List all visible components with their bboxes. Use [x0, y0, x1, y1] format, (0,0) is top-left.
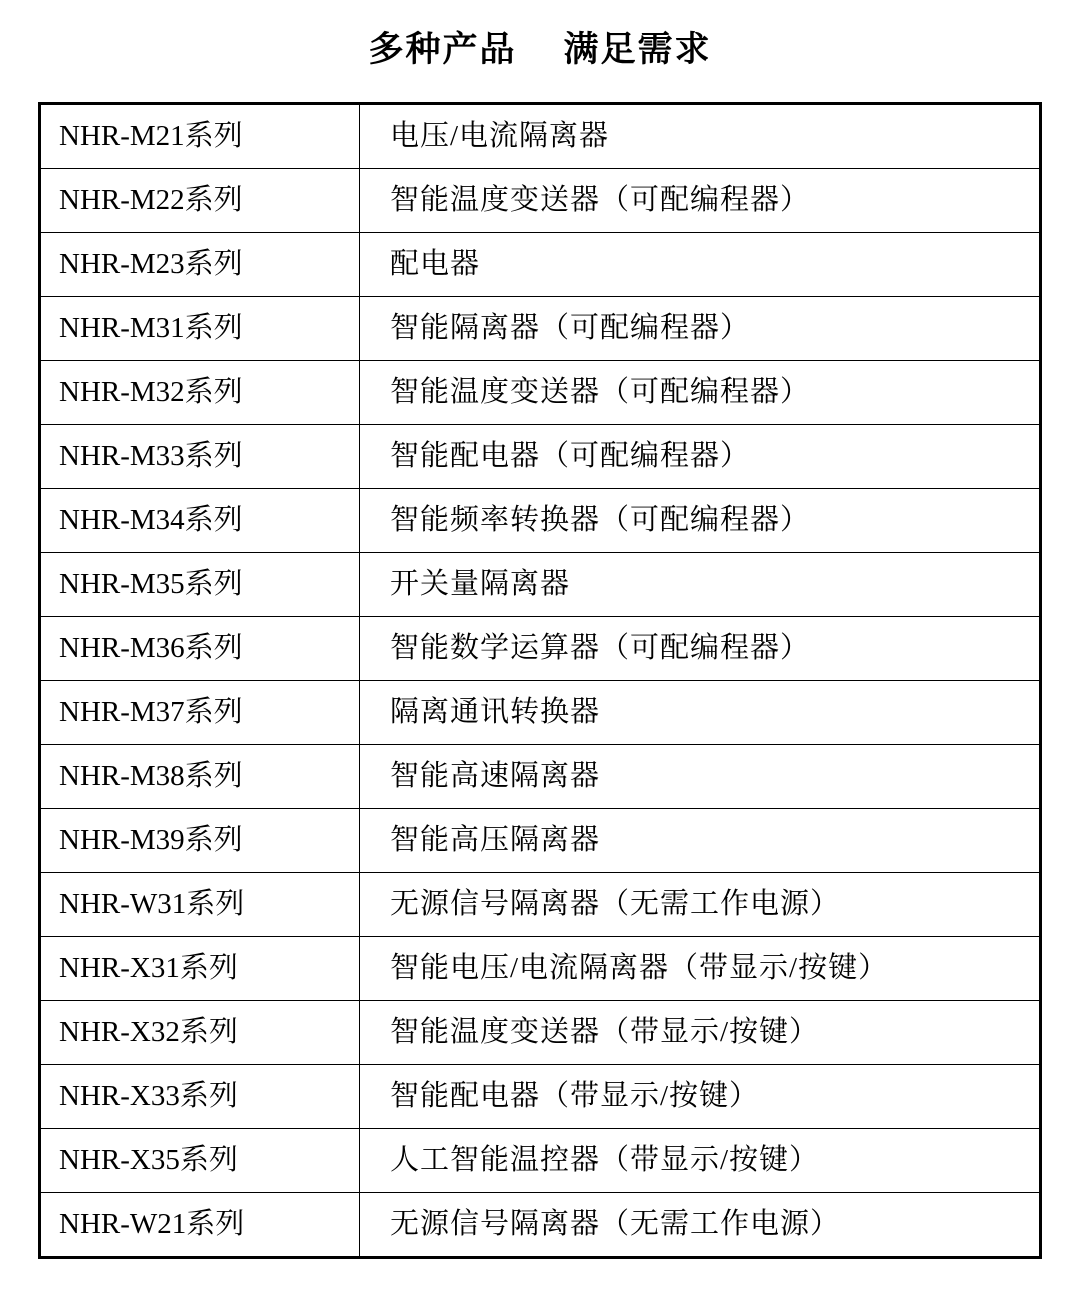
table-row [40, 297, 1041, 361]
product-code-cell: NHR-X31系列 [40, 937, 360, 1001]
product-table-container [38, 102, 1042, 1259]
product-code-cell: NHR-M34系列 [40, 489, 360, 553]
product-description-cell: 智能温度变送器（带显示/按键） [360, 1001, 1041, 1065]
product-table [38, 102, 1042, 1259]
table-row [40, 873, 1041, 937]
product-code-cell: NHR-M38系列 [40, 745, 360, 809]
product-code-cell: NHR-X33系列 [40, 1065, 360, 1129]
table-row [40, 425, 1041, 489]
product-description-cell: 智能配电器（可配编程器） [360, 425, 1041, 489]
product-code-cell: NHR-M31系列 [40, 297, 360, 361]
product-description-cell: 智能温度变送器（可配编程器） [360, 361, 1041, 425]
table-row [40, 745, 1041, 809]
table-row [40, 1129, 1041, 1193]
product-code-cell: NHR-M37系列 [40, 681, 360, 745]
table-row [40, 617, 1041, 681]
product-code-cell: NHR-W31系列 [40, 873, 360, 937]
product-code-cell: NHR-M36系列 [40, 617, 360, 681]
table-row [40, 233, 1041, 297]
product-code-cell: NHR-M39系列 [40, 809, 360, 873]
product-description-cell: 智能电压/电流隔离器（带显示/按键） [360, 937, 1041, 1001]
product-code-cell: NHR-M33系列 [40, 425, 360, 489]
table-row [40, 361, 1041, 425]
table-row [40, 681, 1041, 745]
table-row [40, 1001, 1041, 1065]
table-row [40, 104, 1041, 169]
product-description-cell: 智能配电器（带显示/按键） [360, 1065, 1041, 1129]
table-row [40, 809, 1041, 873]
product-code-cell: NHR-W21系列 [40, 1193, 360, 1258]
product-code-cell: NHR-M22系列 [40, 169, 360, 233]
product-description-cell: 开关量隔离器 [360, 553, 1041, 617]
product-description-cell: 智能高压隔离器 [360, 809, 1041, 873]
product-code-cell: NHR-M21系列 [40, 104, 360, 169]
product-description-cell: 电压/电流隔离器 [360, 104, 1041, 169]
table-row [40, 1065, 1041, 1129]
page-title: 多种产品 满足需求 [368, 30, 712, 69]
product-description-cell: 无源信号隔离器（无需工作电源） [360, 1193, 1041, 1258]
product-code-cell: NHR-X35系列 [40, 1129, 360, 1193]
table-row [40, 937, 1041, 1001]
product-description-cell: 智能高速隔离器 [360, 745, 1041, 809]
product-description-cell: 智能隔离器（可配编程器） [360, 297, 1041, 361]
product-description-cell: 智能频率转换器（可配编程器） [360, 489, 1041, 553]
product-code-cell: NHR-M32系列 [40, 361, 360, 425]
product-table-body [40, 104, 1041, 1258]
product-code-cell: NHR-X32系列 [40, 1001, 360, 1065]
product-code-cell: NHR-M35系列 [40, 553, 360, 617]
product-description-cell: 智能数学运算器（可配编程器） [360, 617, 1041, 681]
product-description-cell: 无源信号隔离器（无需工作电源） [360, 873, 1041, 937]
table-row [40, 1193, 1041, 1258]
product-description-cell: 人工智能温控器（带显示/按键） [360, 1129, 1041, 1193]
table-row [40, 553, 1041, 617]
product-description-cell: 智能温度变送器（可配编程器） [360, 169, 1041, 233]
product-description-cell: 配电器 [360, 233, 1041, 297]
product-code-cell: NHR-M23系列 [40, 233, 360, 297]
table-row [40, 169, 1041, 233]
product-description-cell: 隔离通讯转换器 [360, 681, 1041, 745]
table-row [40, 489, 1041, 553]
